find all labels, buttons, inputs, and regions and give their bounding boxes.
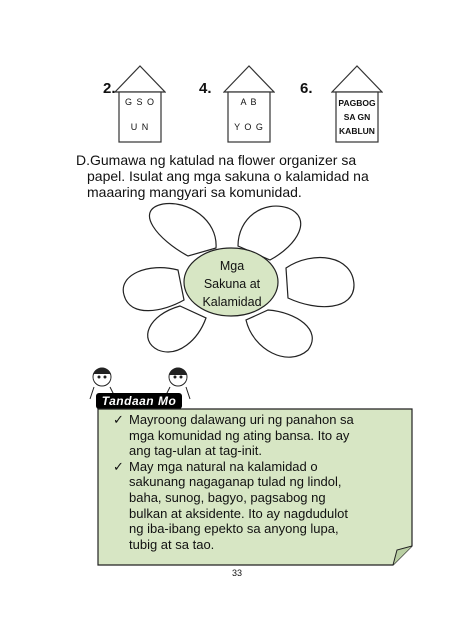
note-line: bulkan at aksidente. Ito ay nagdudulot [129,505,348,521]
note-line: tubig at sa tao. [129,536,215,552]
note-line: ang tag-ulan at tag-init. [129,443,262,459]
note-line: sakunang nagaganap tulad ng lindol, [129,474,342,490]
list-item [113,459,413,553]
note-line: mga komunidad ng ating bansa. Ito ay [129,427,350,443]
house-scrambled-line2: Y O G [234,122,264,132]
flower-center-line: Sakuna at [203,277,261,291]
petal-right [286,258,354,307]
note-line: ng iba-ibang epekto sa anyong lupa, [129,521,339,537]
petal-top-left [149,203,216,256]
item-number-2: 2. [103,80,116,97]
page-number: 33 [231,568,242,578]
instruction-line: D.Gumawa ng katulad na flower organizer sa [76,152,357,168]
note-list [113,412,413,552]
house-scrambled-line1: A B [240,97,258,107]
instruction-text [76,152,406,200]
item-number-6: 6. [300,80,313,97]
house-scrambled-line3: KABLUN [339,126,375,136]
note-line: Mayroong dalawang uri ng panahon sa [129,412,354,427]
instruction-line: maaaring mangyari sa komunidad. [87,184,302,200]
petal-left [123,268,184,311]
note-line: May mga natural na kalamidad o [129,458,318,474]
tandaan-mo-banner: Tandaan Mo [96,393,182,409]
list-item [113,412,413,459]
instruction-line: papel. Isulat ang mga sakuna o kalamidad na [87,168,369,184]
flower-center-label [190,257,274,311]
item-number-4: 4. [199,80,212,97]
house-scrambled-line2: U N [130,122,150,132]
note-line: baha, sunog, bagyo, pagsabog ng [129,489,326,505]
house-scrambled-line1: PAGBOG [338,98,376,108]
flower-center-line: Mga [219,259,245,273]
house-scrambled-line1: G S O [124,97,155,107]
petal-bottom-left [148,306,206,352]
house-scrambled-line2: SA GN [343,112,371,122]
petal-bottom-right [246,310,312,357]
house-puzzle-2 [114,64,166,144]
checkmark-icon: ✓ [113,458,124,474]
checkmark-icon: ✓ [113,412,124,427]
flower-center-line: Kalamidad [202,295,262,309]
house-puzzle-6 [331,64,383,144]
house-puzzle-4 [223,64,275,144]
